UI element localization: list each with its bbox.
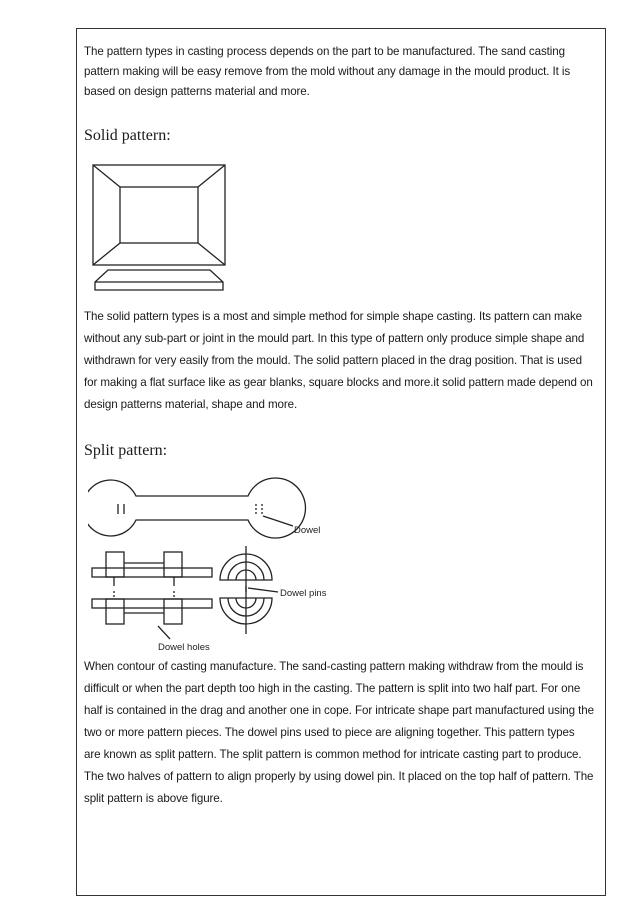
intro-paragraph: The pattern types in casting process depends on the part to be manufactured. The sand casting pattern making will be easy remove from the mold without any damage in the mould product. It is based on design patterns material and more. <box>84 45 571 98</box>
label-dowel-holes: Dowel holes <box>158 642 210 651</box>
split-pattern-heading: Split pattern: <box>84 442 168 459</box>
solid-pattern-paragraph: The solid pattern types is a most and simple method for simple shape casting. Its pattern can make without any sub-part or joint in the mould part. In this type of pattern only produce simple shape and withdrawn for very easily from the mould. The solid pattern placed in the drag position. That is used for making a flat surface like as gear blanks, square blocks and more.it solid pattern made depend on design patterns material, shape and more. <box>84 310 593 411</box>
label-dowel: Dowel <box>294 525 321 536</box>
split-pattern-paragraph: When contour of casting manufacture. The sand-casting pattern making withdraw from the mould is difficult or when the part depth too high in the casting. The pattern is split into two half part. For one half is contained in the drag and another one in cope. For intricate shape part manufactured using the two or more pattern pieces. The dowel pins used to piece are aligning together. This pattern types are known as split pattern. The split pattern is common method for intricate casting part to produce. The two halves of pattern to align properly by using dowel pin. It placed on the top half of pattern. The split pattern is above figure. <box>84 660 594 805</box>
solid-pattern-figure <box>90 160 230 300</box>
split-pattern-figure <box>88 476 348 651</box>
label-dowel-pins: Dowel pins <box>280 588 327 599</box>
solid-pattern-heading: Solid pattern: <box>84 127 171 144</box>
